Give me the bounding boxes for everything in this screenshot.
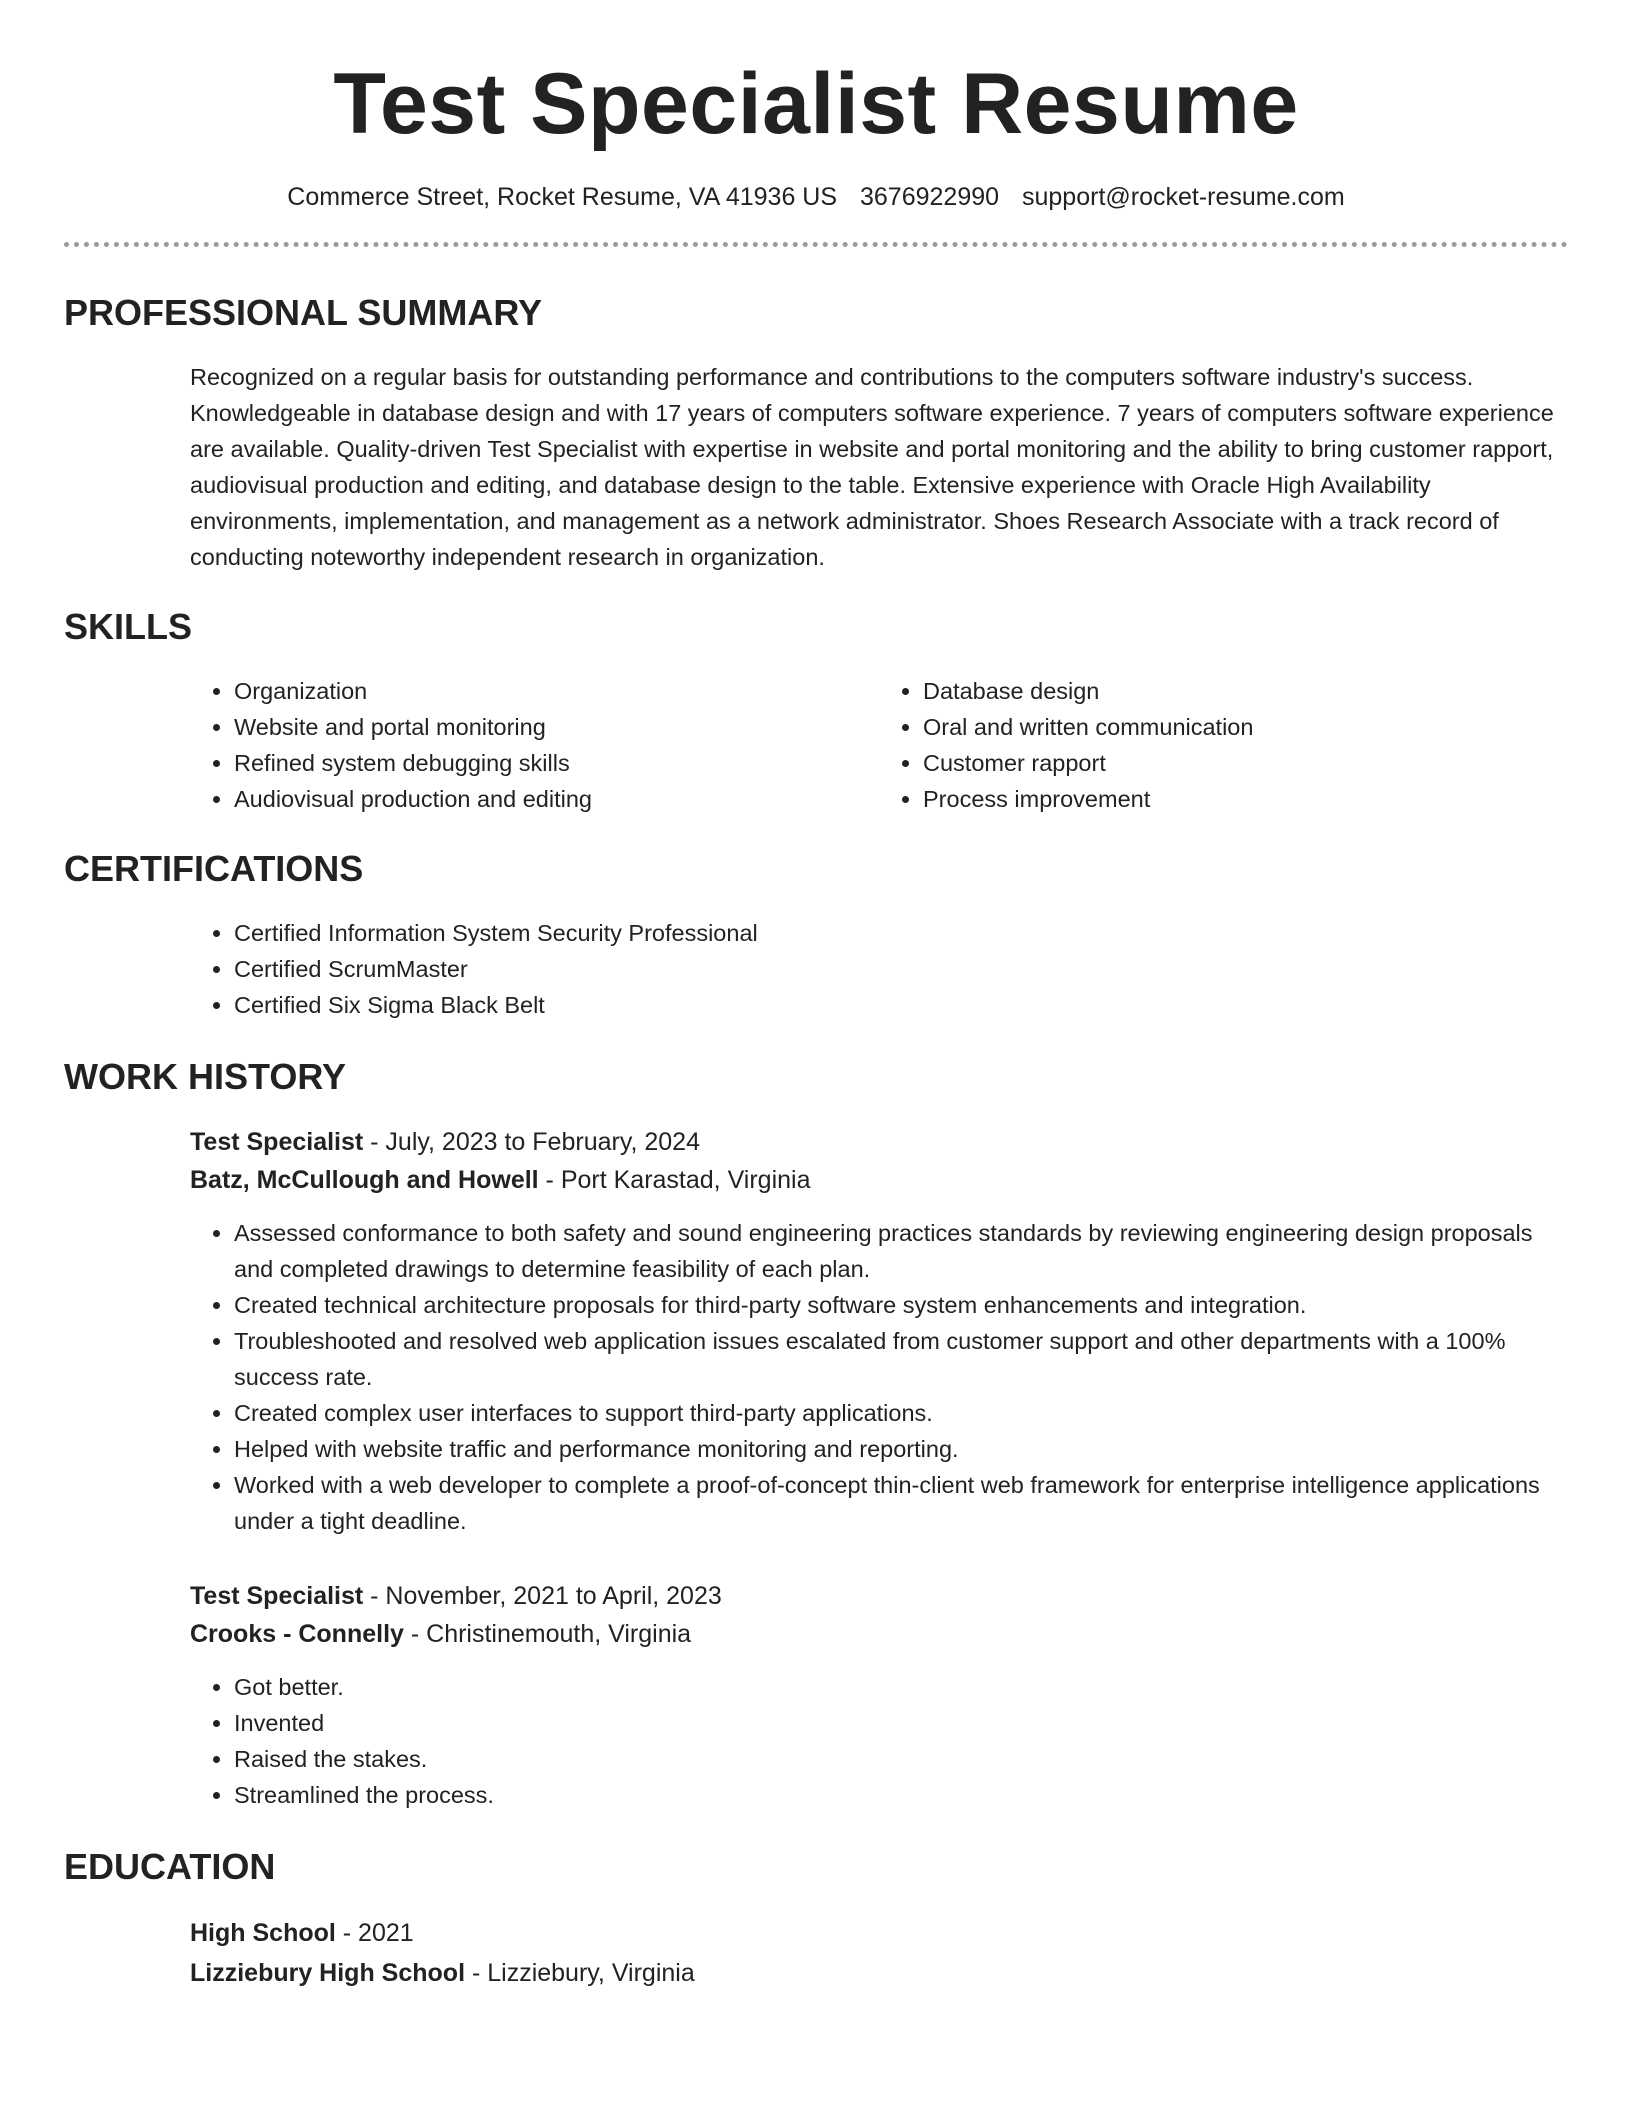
job-bullet: • Worked with a web developer to complete a proof-of-concept thin-client web framework for enterprise intelligence applications under a tight deadline. — [234, 1467, 1568, 1539]
contact-address: Commerce Street, Rocket Resume, VA 41936 US — [287, 183, 838, 211]
job-entry — [64, 1123, 1568, 1539]
job-role: Test Specialist — [190, 1128, 364, 1156]
job-bullet: • Invented — [234, 1705, 1568, 1741]
job-bullet: • Assessed conformance to both safety and sound engineering practices standards by reviewing engineering design proposals and completed drawings to determine feasibility of each plan. — [234, 1215, 1568, 1287]
job-entry — [64, 1577, 1568, 1813]
skills-heading: SKILLS — [64, 606, 193, 647]
job-bullet: • Streamlined the process. — [234, 1777, 1568, 1813]
work-history-heading: WORK HISTORY — [64, 1056, 347, 1097]
job-company-line — [190, 1615, 1568, 1653]
skills-list-right — [879, 673, 1568, 817]
education-heading: EDUCATION — [64, 1846, 276, 1887]
job-title-line — [190, 1577, 1568, 1615]
education-entry — [64, 1913, 1568, 1993]
contact-line — [64, 180, 1568, 214]
skill-item: • Refined system debugging skills — [234, 745, 879, 781]
job-bullets — [190, 1215, 1568, 1539]
job-bullet: • Created technical architecture proposals for third-party software system enhancements and integration. — [234, 1287, 1568, 1323]
work-history-section — [64, 1055, 1568, 1813]
job-company-line — [190, 1161, 1568, 1199]
education-location: - Lizziebury, Virginia — [465, 1959, 695, 1987]
resume-header — [64, 0, 1568, 214]
job-dates: - July, 2023 to February, 2024 — [363, 1128, 700, 1156]
summary-section — [64, 291, 1568, 575]
education-degree-line — [190, 1913, 1568, 1953]
certification-item: • Certified Six Sigma Black Belt — [234, 987, 1568, 1023]
skill-item: • Process improvement — [923, 781, 1568, 817]
job-dates: - November, 2021 to April, 2023 — [363, 1582, 722, 1610]
skill-item: • Oral and written communication — [923, 709, 1568, 745]
education-school-line — [190, 1953, 1568, 1993]
contact-phone: 3676922990 — [860, 183, 1000, 211]
job-bullet: • Created complex user interfaces to support third-party applications. — [234, 1395, 1568, 1431]
skill-item: • Organization — [234, 673, 879, 709]
skills-section — [64, 605, 1568, 817]
skills-list-left — [190, 673, 879, 817]
job-bullet: • Raised the stakes. — [234, 1741, 1568, 1777]
job-bullet: • Helped with website traffic and performance monitoring and reporting. — [234, 1431, 1568, 1467]
job-bullet: • Troubleshooted and resolved web application issues escalated from customer support and other departments with a 100% success rate. — [234, 1323, 1568, 1395]
skill-item: • Customer rapport — [923, 745, 1568, 781]
skill-item: • Database design — [923, 673, 1568, 709]
certification-item: • Certified ScrumMaster — [234, 951, 1568, 987]
job-bullets — [190, 1669, 1568, 1813]
summary-text: Recognized on a regular basis for outstanding performance and contributions to the computers software industry's success. Knowledgeable in database design and with 17 years of computers software experience. 7 years of computers software experience are available. Quality-driven Test Specialist with expertise in website and portal monitoring and the ability to bring customer rapport, audiovisual production and editing, and database design to the table. Extensive experience with Oracle High Availability environments, implementation, and management as a network administrator. Shoes Research Associate with a track record of conducting noteworthy independent research in organization. — [190, 364, 1554, 570]
contact-email: support@rocket-resume.com — [1022, 183, 1345, 211]
job-role: Test Specialist — [190, 1582, 364, 1610]
education-school: Lizziebury High School — [190, 1959, 466, 1987]
resume-title: Test Specialist Resume — [333, 56, 1299, 152]
skills-columns — [64, 673, 1568, 817]
skill-item: • Audiovisual production and editing — [234, 781, 879, 817]
education-year: - 2021 — [335, 1919, 414, 1947]
header-divider — [64, 242, 1568, 247]
job-company: Crooks - Connelly — [190, 1620, 404, 1648]
education-section — [64, 1845, 1568, 1993]
skill-item: • Website and portal monitoring — [234, 709, 879, 745]
certifications-section — [64, 847, 1568, 1023]
job-location: - Christinemouth, Virginia — [403, 1620, 692, 1648]
education-degree: High School — [190, 1919, 336, 1947]
job-location: - Port Karastad, Virginia — [538, 1166, 811, 1194]
job-title-line — [190, 1123, 1568, 1161]
summary-heading: PROFESSIONAL SUMMARY — [64, 292, 543, 333]
job-bullet: • Got better. — [234, 1669, 1568, 1705]
certifications-list — [190, 915, 1568, 1023]
certification-item: • Certified Information System Security Professional — [234, 915, 1568, 951]
job-company: Batz, McCullough and Howell — [190, 1166, 539, 1194]
certifications-heading: CERTIFICATIONS — [64, 848, 364, 889]
